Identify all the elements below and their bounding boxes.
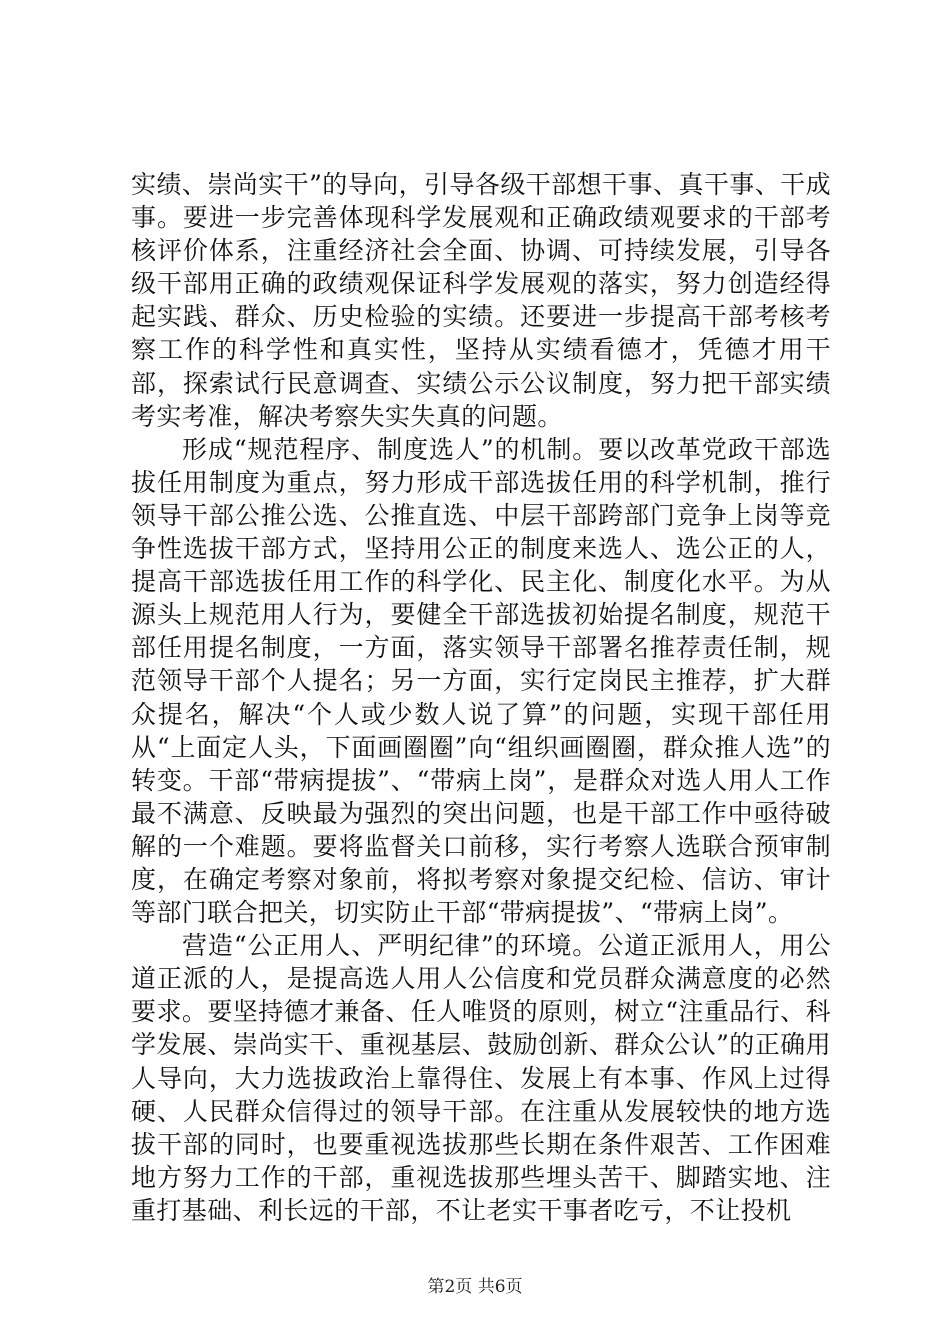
document-body xyxy=(131,168,831,1227)
paragraph-3: 营造“公正用人、严明纪律”的环境。公道正派用人，用公道正派的人，是提高选人用人公信度和党员群众满意度的必然要求。要坚持德才兼备、任人唯贤的原则，树立“注重品行、科学发展、崇尚实干、重视基层、鼓励创新、群众公认”的正确用人导向，大力选拔政治上靠得住、发展上有本事、作风上过得硬、人民群众信得过的领导干部。在注重从发展较快的地方选拔干部的同时，也要重视选拔那些长期在条件艰苦、工作困难地方努力工作的干部，重视选拔那些埋头苦干、脚踏实地、注重打基础、利长远的干部，不让老实干事者吃亏，不让投机 xyxy=(131,931,831,1225)
paragraph-2: 形成“规范程序、制度选人”的机制。要以改革党政干部选拔任用制度为重点，努力形成干部选拔任用的科学机制，推行领导干部公推公选、公推直选、中层干部跨部门竞争上岗等竞争性选拔干部方式，坚持用公正的制度来选人、选公正的人，提高干部选拔任用工作的科学化、民主化、制度化水平。为从源头上规范用人行为，要健全干部选拔初始提名制度，规范干部任用提名制度，一方面，落实领导干部署名推荐责任制，规范领导干部个人提名；另一方面，实行定岗民主推荐，扩大群众提名，解决“个人或少数人说了算”的问题，实现干部任用从“上面定人头，下面画圈圈”向“组织画圈圈，群众推人选”的转变。干部“带病提拔”、“带病上岗”，是群众对选人用人工作最不满意、反映最为强烈的突出问题，也是干部工作中亟待破解的一个难题。要将监督关口前移，实行考察人选联合预审制度，在确定考察对象前，将拟考察对象提交纪检、信访、审计等部门联合把关，切实防止干部“带病提拔”、“带病上岗”。 xyxy=(131,434,831,928)
paragraph-1: 实绩、崇尚实干”的导向，引导各级干部想干事、真干事、干成事。要进一步完善体现科学发展观和正确政绩观要求的干部考核评价体系，注重经济社会全面、协调、可持续发展，引导各级干部用正确的政绩观保证科学发展观的落实，努力创造经得起实践、群众、历史检验的实绩。还要进一步提高干部考核考察工作的科学性和真实性，坚持从实绩看德才，凭德才用干部，探索试行民意调查、实绩公示公议制度，努力把干部实绩考实考准，解决考察失实失真的问题。 xyxy=(131,170,831,431)
page-footer: 第2页 共6页 xyxy=(427,1277,523,1297)
